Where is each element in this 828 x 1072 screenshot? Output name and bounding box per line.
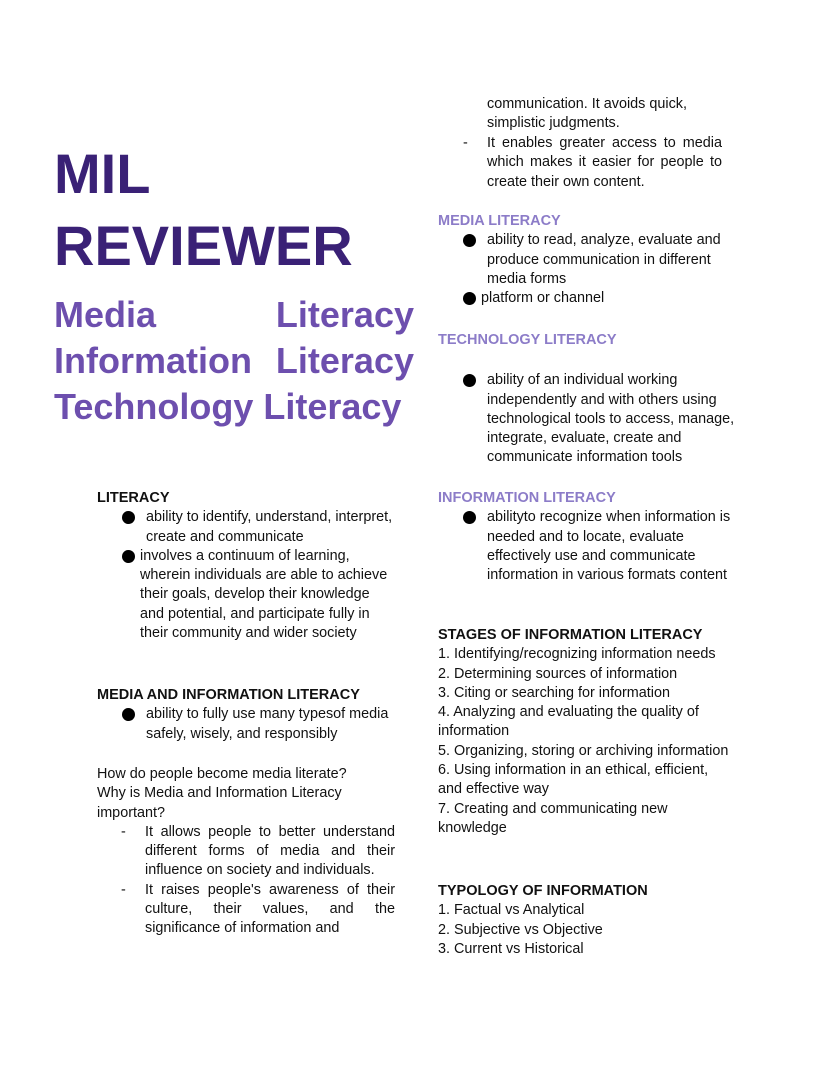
dash-marker: - [463,135,468,151]
dash-marker: - [121,881,126,898]
dash-marker: - [121,823,126,840]
subtitle-information: Information [54,340,252,381]
bullet-icon [463,292,476,305]
stage-item: 4. Analyzing and evaluating the quality of information [438,704,699,740]
dash-item-2: - It raises people's awareness of their culture, their values, and the significance of information and [121,881,395,937]
literacy-bullet-2: involves a continuum of learning, wherein individuals are able to achieve their goals, develop their knowledge and potential, and participate fully in their community and wider society [122,547,397,643]
typology-section [438,882,730,959]
typology-item: 3. Current vs Historical [438,940,584,957]
stage-item: 2. Determining sources of information [438,665,678,682]
title-line-2: REVIEWER [54,214,353,277]
page-title [54,138,353,282]
media-literacy-heading: MEDIA LITERACY [438,213,561,229]
stage-item: 5. Organizing, storing or archiving information [438,742,729,759]
information-literacy-bullet-1: abilityto recognize when information is needed and to locate, evaluate effectively use and communicate information in various formats content [463,508,735,585]
subtitle-media: Media [54,294,157,335]
media-literacy-bullet-2: platform or channel [463,289,738,308]
stages-heading: STAGES OF INFORMATION LITERACY [438,627,703,643]
bullet-icon [122,511,135,524]
technology-literacy-bullet-1: ability of an individual working independently and with others using technological tools to access, manage, integrate, evaluate, create and communicate information tools [463,371,739,467]
information-literacy-section [438,489,738,585]
title-line-1: MIL [54,142,151,205]
information-literacy-heading: INFORMATION LITERACY [438,490,616,506]
dash-item-3: - It enables greater access to media which makes it easier for people to create their own content. [463,135,722,190]
stage-item: 1. Identifying/recognizing information needs [438,646,716,663]
stages-list [438,645,730,838]
technology-literacy-section [438,331,738,468]
subtitle-block [54,292,414,430]
bullet-icon [463,511,476,524]
question-1: How do people become media literate? [97,766,347,782]
questions-section [97,765,397,939]
typology-list [438,901,730,959]
typology-item: 2. Subjective vs Objective [438,921,603,938]
media-literacy-section [438,212,738,308]
bullet-icon [463,234,476,247]
stage-item: 7. Creating and communicating new knowledge [438,800,668,836]
bullet-icon [122,708,135,721]
mil-section [97,686,397,744]
continued-text: communication. It avoids quick, simplistic judgments. [487,96,687,132]
typology-heading: TYPOLOGY OF INFORMATION [438,883,648,899]
subtitle-literacy-1: Literacy [275,294,414,335]
stage-item: 3. Citing or searching for information [438,684,670,701]
typology-item: 1. Factual vs Analytical [438,902,585,919]
literacy-section [97,489,397,643]
subtitle-row-2 [54,338,414,384]
stages-section [438,626,730,838]
stage-item: 6. Using information in an ethical, efficient, and effective way [438,762,709,798]
literacy-heading: LITERACY [97,490,170,506]
literacy-bullet-1: ability to identify, understand, interpret, create and communicate [122,508,397,547]
mil-bullet-1: ability to fully use many typesof media safely, wisely, and responsibly [122,705,397,744]
subtitle-row-3: Technology Literacy [54,386,402,427]
subtitle-row-1 [54,292,414,338]
bullet-icon [463,374,476,387]
media-literacy-bullet-1: ability to read, analyze, evaluate and produce communication in different media forms [463,231,739,289]
technology-literacy-heading: TECHNOLOGY LITERACY [438,332,617,348]
bullet-icon [122,550,135,563]
dash-item-1: - It allows people to better understand different forms of media and their influence on society and individuals. [121,823,395,879]
subtitle-literacy-2: Literacy [275,340,414,381]
question-2: Why is Media and Information Literacy important? [97,785,342,821]
mil-heading: MEDIA AND INFORMATION LITERACY [97,687,360,703]
